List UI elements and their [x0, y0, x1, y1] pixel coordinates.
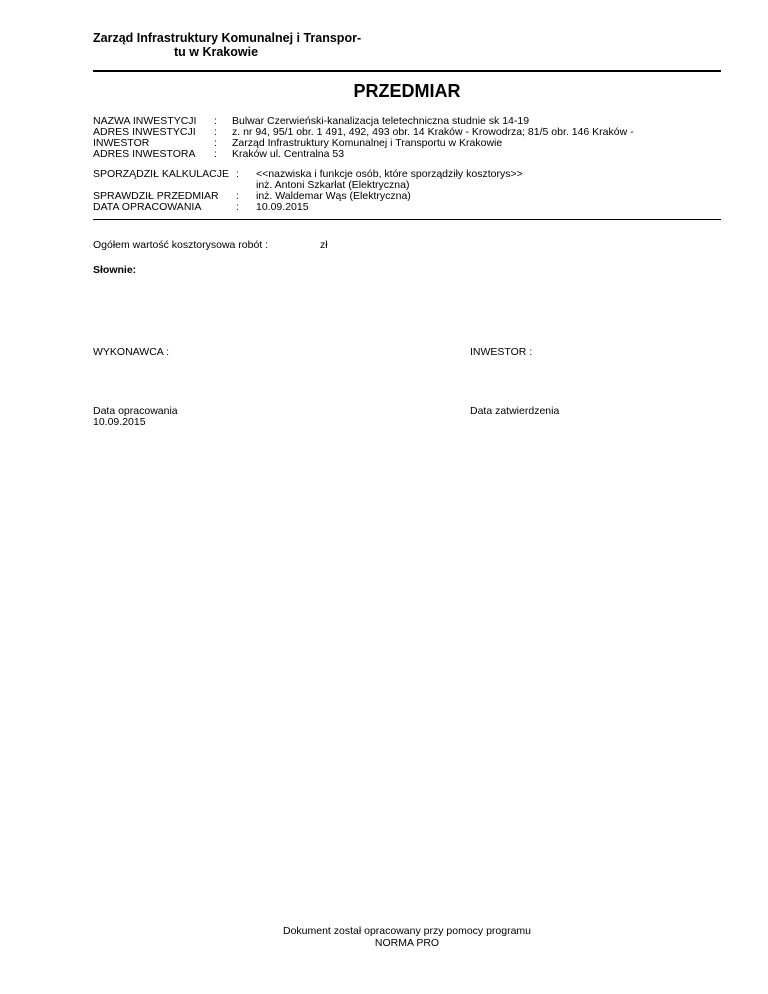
header-divider — [93, 70, 721, 72]
total-cost-label: Ogółem wartość kosztorysowa robót : — [93, 239, 269, 251]
document-title: PRZEDMIAR — [353, 81, 461, 101]
organization-line-1: Zarząd Infrastruktury Komunalnej i Transpor- — [93, 31, 362, 45]
investment-name-value: Bulwar Czerwieński-kanalizacja teletechniczna studnie sk 14-19 — [232, 115, 530, 127]
contractor-label: WYKONAWCA : — [93, 346, 170, 358]
organization-header — [93, 31, 361, 59]
investor-address-label: ADRES INWESTORA — [93, 148, 196, 160]
investment-name-colon: : — [214, 115, 217, 127]
investor-label: INWESTOR — [93, 137, 150, 149]
footer-line-1: Dokument został opracowany przy pomocy programu — [282, 925, 532, 937]
investment-name-label: NAZWA INWESTYCJI — [93, 115, 197, 127]
organization-line-2: tu w Krakowie — [174, 45, 259, 59]
prepared-by-label: SPORZĄDZIŁ KALKULACJE — [93, 168, 229, 180]
footer-line-2: NORMA PRO — [374, 937, 440, 949]
approval-date-label: Data zatwierdzenia — [470, 405, 560, 417]
prepared-date-colon: : — [236, 201, 239, 213]
info-divider — [93, 219, 721, 220]
investment-address-colon: : — [214, 126, 217, 138]
investor-signature-label: INWESTOR : — [470, 346, 533, 358]
prepared-by-value-2: inż. Antoni Szkarłat (Elektryczna) — [256, 179, 410, 191]
investor-value: Zarząd Infrastruktury Komunalnej i Transportu w Krakowie — [232, 137, 503, 149]
prepared-by-value: <<nazwiska i funkcje osób, które sporządziły kosztorys>> — [256, 168, 523, 180]
investment-address-label: ADRES INWESTYCJI — [93, 126, 196, 138]
prepared-by-colon: : — [236, 168, 239, 180]
amount-in-words-label: Słownie: — [93, 264, 137, 276]
prepared-date-value: 10.09.2015 — [256, 201, 309, 213]
investor-address-colon: : — [214, 148, 217, 160]
checked-by-colon: : — [236, 190, 239, 202]
currency-label: zł — [320, 239, 328, 251]
footer — [93, 925, 721, 949]
preparation-date-label: Data opracowania — [93, 405, 178, 417]
preparation-date-value: 10.09.2015 — [93, 416, 146, 428]
checked-by-label: SPRAWDZIŁ PRZEDMIAR — [93, 190, 219, 202]
investment-address-value: z. nr 94, 95/1 obr. 1 491, 492, 493 obr. 14 Kraków - Krowodrza; 81/5 obr. 146 Kraków - — [232, 126, 634, 138]
investor-address-value: Kraków ul. Centralna 53 — [232, 148, 345, 160]
investor-colon: : — [214, 137, 217, 149]
checked-by-value: inż. Waldemar Wąs (Elektryczna) — [256, 190, 411, 202]
prepared-date-label: DATA OPRACOWANIA — [93, 201, 202, 213]
